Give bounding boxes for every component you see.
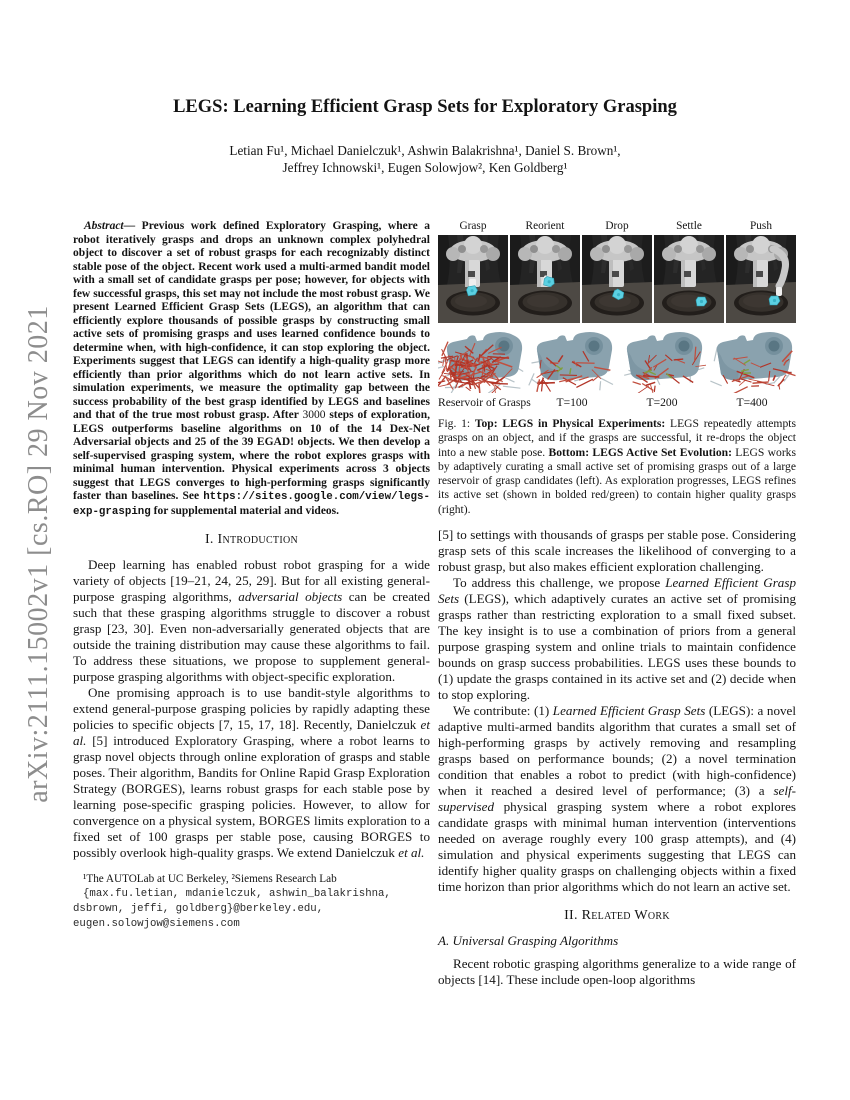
right-paragraph-1: [5] to settings with thousands of grasps per stable pose. Considering grasp sets of this scale increases the likelihood of converging to a robust grasp, but also makes efficient exploration challenging. <box>438 527 796 575</box>
robot-photo-grasp <box>438 235 508 323</box>
photo-label-push: Push <box>750 220 772 232</box>
right-p2-italic: Learned Efficient Grasp Sets <box>438 575 796 607</box>
section-heading-introduction: I. Introduction <box>204 532 299 547</box>
right-p3-text-c: physical grasping system where a robot explores candidate grasps with minimal human intervention (interventions needed on average roughly every 100 grasp attempts), and (4) simulation and physical experiments suggesting that LEGS can identify higher quality grasps on challenging objects within a fixed time horizon than prior algorithms which do not learn an active set. <box>438 799 796 895</box>
abstract-text-1: Previous work defined Exploratory Grasping, where a robot iteratively grasps and drops an unknown complex polyhedral object to discover a set of robust grasps for each recognizably distinct stable pose of the object. Recent work used a multi-armed bandit model with a small set of candidate grasps per pose; however, for objects with few successful grasps, this set may not include the most robust grasp. We present Learned Efficient Grasp Sets (LEGS), an algorithm that can efficiently explore thousands of possible grasps by constructing small active sets of promising grasps and uses learned confidence bounds to determine when, with high-confidence, it can stop exploring the object. Experiments suggest that LEGS can identify a high-quality grasp more efficiently than prior algorithms which do not learn active sets. In simulation experiments, we measure the optimality gap between the success probability of the best grasp identified by LEGS and baselines and that of the true most robust grasp. After <box>73 220 430 421</box>
caption-bottom-label: Bottom: LEGS Active Set Evolution: <box>548 445 732 459</box>
right-p3-text-b: (LEGS): a novel adaptive multi-armed bandits algorithm that curates a small set of high-performing grasps by actively removing and resampling grasps based on performance bounds; (2) a novel termination condition that enables a robot to predict (with high-confidence) when it reached a desired level of performance; (3) a <box>438 703 796 799</box>
photo-cell-settle <box>654 220 724 323</box>
left-column <box>73 220 430 988</box>
right-paragraph-3 <box>438 703 796 895</box>
right-p3-italic-1: Learned Efficient Grasp Sets <box>552 703 706 719</box>
intro-p1-text-a: Deep learning has enabled robust robot grasping for a wide variety of objects [19–21, 24, 25, 29]. But for all existing general-purpose grasping algorithms, <box>73 557 430 604</box>
intro-paragraph-1 <box>73 557 430 685</box>
abstract-dash: — <box>123 220 142 232</box>
right-p3-italic-2: self-supervised <box>438 783 796 815</box>
intro-p2-etal-1: et al. <box>73 717 430 748</box>
abstract <box>73 220 430 519</box>
email-line-1: {max.fu.letian, mdanielczuk, ashwin_balakrishna, <box>83 887 391 900</box>
supplemental-url-part2[interactable]: legs-exp-grasping <box>73 491 430 518</box>
author-footnote <box>73 872 430 932</box>
caption-text-2: LEGS works by adaptively curating a small active set of promising grasps out of a large reservoir of grasp candidates (left). As exploration progresses, LEGS refines its active set (shown in bolded red/green) to contain higher quality grasps (right). <box>438 445 796 516</box>
photo-cell-push <box>726 220 796 323</box>
render-cell-t400 <box>708 331 796 409</box>
render-label-t400: T=400 <box>736 396 768 409</box>
figure-1 <box>438 220 796 517</box>
figure-1-caption <box>438 417 796 517</box>
intro-p2-text-b: [5] introduced Exploratory Grasping, where a robot learns to grasp novel objects through online exploration of grasps and stable poses. Their algorithm, Bandits for Online Rapid Grasp Exploration Strategy (BORGES), learns robust grasps for each stable pose by learning pose-specific grasping policies. However, to allow for convergence on a physical system, BORGES limits exploration to a fixed set of 100 grasps per stable pose, causing BORGES to possibly overlook high-quality grasps. We extend Danielczuk <box>73 733 430 860</box>
render-cell-t100 <box>528 331 616 409</box>
physical-experiment-photos <box>438 220 796 323</box>
intro-p1-text-b: can be created such that these grasping algorithms struggle to discover a robust grasp [23, 30]. Even non-adversarially generated objects that are outside the training distribution may cause these algorithms to fail. To address these situations, we propose to supplement general-purpose grasping algorithms with object-specific exploration. <box>73 589 430 684</box>
photo-label-settle: Settle <box>676 220 702 232</box>
intro-paragraph-2 <box>73 685 430 861</box>
email-line-2: dsbrown, jeffi, goldberg}@berkeley.edu, <box>73 902 324 915</box>
related-paragraph-1: Recent robotic grasping algorithms generalize to a wide range of objects [14]. These include open-loop algorithms <box>438 956 796 988</box>
right-p2-text-b: (LEGS), which adaptively curates an active set of promising grasps rather than restricting exploration to a small fixed subset. The key insight is to use a combination of priors from a general purpose grasping system and online trials to maintain confidence bounds on grasp success probabilities. LEGS uses these bounds to (1) update the grasps contained in its active set and (2) decide when to stop exploring. <box>438 591 796 703</box>
photo-cell-reorient <box>510 220 580 323</box>
grasp-render-reservoir <box>438 331 526 393</box>
robot-photo-reorient <box>510 235 580 323</box>
right-p3-text-a: We contribute: (1) <box>453 703 553 719</box>
authors-line-2: Jeffrey Ichnowski¹, Eugen Solowjow², Ken Goldberg¹ <box>282 160 568 175</box>
caption-top-label: Top: LEGS in Physical Experiments: <box>474 417 666 430</box>
grasp-render-t400 <box>708 331 796 393</box>
render-label-t100: T=100 <box>556 396 588 409</box>
active-set-renders <box>438 331 796 409</box>
email-line-3: eugen.solowjow@siemens.com <box>73 917 240 930</box>
author-list <box>0 142 850 176</box>
photo-label-grasp: Grasp <box>459 220 487 232</box>
right-p2-text-a: To address this challenge, we propose <box>453 575 666 591</box>
photo-label-drop: Drop <box>605 220 629 232</box>
intro-p2-etal-2: et al. <box>398 845 425 860</box>
right-paragraph-2 <box>438 575 796 703</box>
robot-photo-drop <box>582 235 652 323</box>
caption-text-1: LEGS repeatedly attempts grasps on an object, and if the grasps are successful, it re-drops the object into a new stable pose. <box>438 417 796 459</box>
photo-cell-grasp <box>438 220 508 323</box>
intro-p2-text-a: One promising approach is to use bandit-style algorithms to extend general-purpose grasping policies by rapidly adapting these policies to specific objects [7, 15, 17, 18]. Recently, Danielczuk <box>73 685 430 732</box>
abstract-text-2: steps of exploration, LEGS outperforms baseline algorithms on 10 of the 14 Dex-Net Adversarial objects and 25 of the 39 EGAD! objects. We then develop a self-supervised grasping system, where the robot explores grasps with minimal human intervention. Physical experiments across 3 objects suggest that LEGS converges to high-performing grasps significantly faster than baselines. See <box>73 409 430 502</box>
intro-p1-italic: adversarial objects <box>238 589 343 604</box>
render-cell-reservoir <box>438 331 531 409</box>
render-cell-t200 <box>618 331 706 409</box>
robot-photo-push <box>726 235 796 323</box>
authors-line-1: Letian Fu¹, Michael Danielczuk¹, Ashwin Balakrishna¹, Daniel S. Brown¹, <box>229 143 621 158</box>
abstract-text-3: for supplemental material and videos. <box>150 504 340 517</box>
grasp-render-t200 <box>618 331 706 393</box>
caption-fig-number: Fig. 1: <box>438 417 475 430</box>
grasp-render-t100 <box>528 331 616 393</box>
right-column <box>438 220 796 988</box>
two-column-body <box>0 220 850 988</box>
subsection-heading-universal-grasping: A. Universal Grasping Algorithms <box>438 933 619 949</box>
paper-title: LEGS: Learning Efficient Grasp Sets for Exploratory Grasping <box>173 97 677 117</box>
arxiv-watermark: arXiv:2111.15002v1 [cs.RO] 29 Nov 2021 <box>23 305 54 803</box>
render-label-t200: T=200 <box>646 396 678 409</box>
robot-photo-settle <box>654 235 724 323</box>
abstract-steps-number: 3000 <box>302 409 326 421</box>
supplemental-url-part1[interactable]: https://sites.google.com/view/ <box>203 491 398 503</box>
photo-label-reorient: Reorient <box>525 220 565 232</box>
render-label-reservoir: Reservoir of Grasps <box>438 396 531 409</box>
photo-cell-drop <box>582 220 652 323</box>
abstract-label: Abstract <box>84 220 124 232</box>
section-heading-related-work: II. Related Work <box>564 908 670 924</box>
affiliation-note: ¹The AUTOLab at UC Berkeley, ²Siemens Research Lab <box>83 873 337 885</box>
